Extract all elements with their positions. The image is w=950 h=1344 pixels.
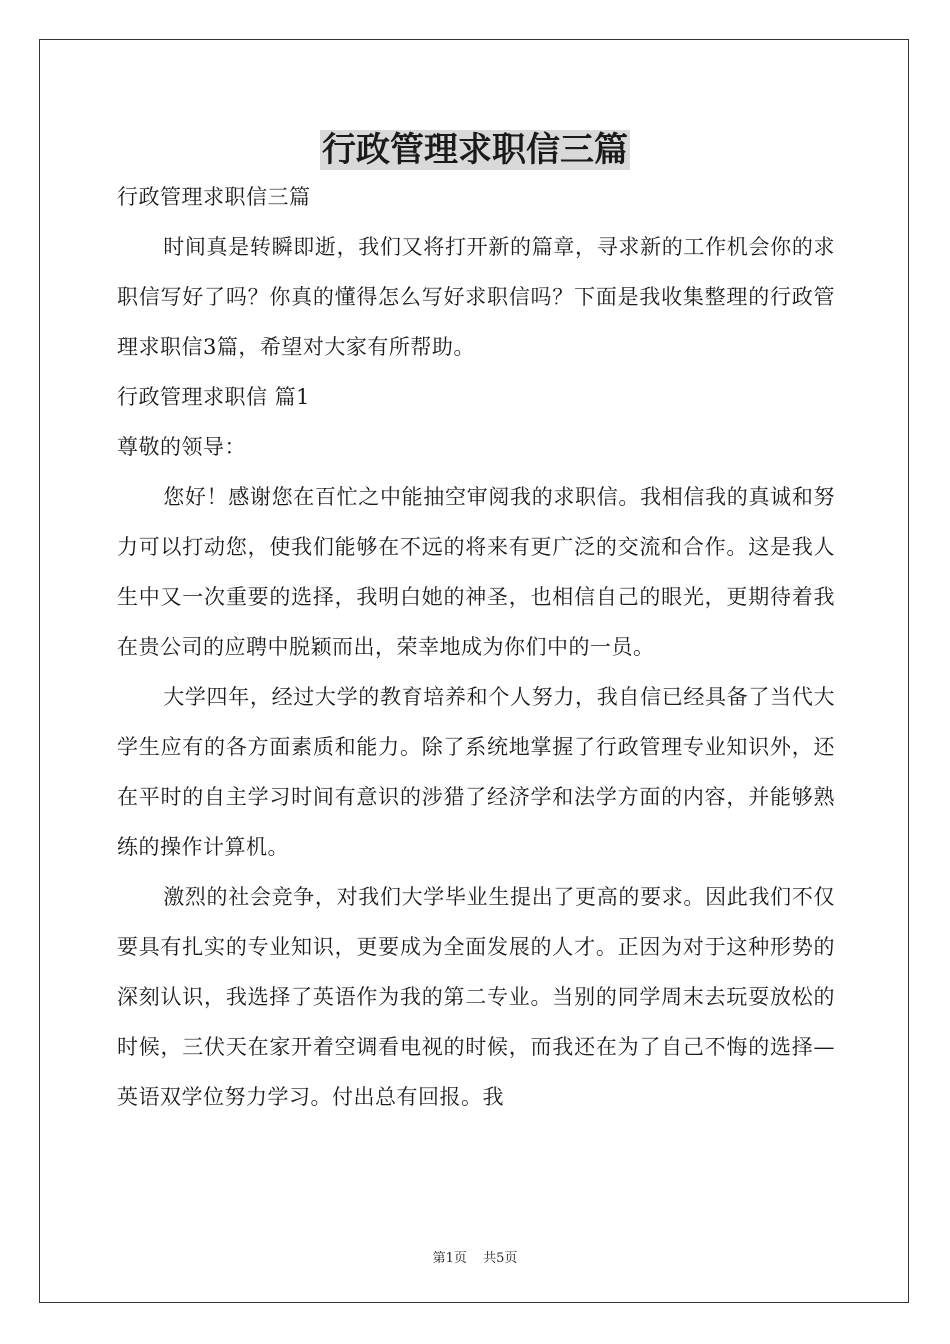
document-title <box>0 128 950 172</box>
section-heading: 行政管理求职信 篇1 <box>117 385 311 409</box>
body-paragraph-3: 激烈的社会竞争，对我们大学毕业生提出了更高的要求。因此我们不仅要具有扎实的专业知识，更要成为全面发展的人才。正因为对于这种形势的深刻认识，我选择了英语作为我的第二专业。当别的同学周末去玩耍放松的时候，三伏天在家开着空调看电视的时候，而我还在为了自己不悔的选择—英语双学位努力学习。付出总有回报。我 <box>117 885 835 1109</box>
document-title-text: 行政管理求职信三篇 <box>322 130 628 170</box>
document-subtitle: 行政管理求职信三篇 <box>117 185 311 209</box>
body-paragraph-2: 大学四年，经过大学的教育培养和个人努力，我自信已经具备了当代大学生应有的各方面素质和能力。除了系统地掌握了行政管理专业知识外，还在平时的自主学习时间有意识的涉猎了经济学和法学方面的内容，并能够熟练的操作计算机。 <box>117 685 835 859</box>
page-footer <box>0 1247 950 1266</box>
body-paragraph-1: 您好！感谢您在百忙之中能抽空审阅我的求职信。我相信我的真诚和努力可以打动您，使我们能够在不远的将来有更广泛的交流和合作。这是我人生中又一次重要的选择，我明白她的神圣，也相信自己的眼光，更期待着我在贵公司的应聘中脱颖而出，荣幸地成为你们中的一员。 <box>117 485 835 659</box>
document-body <box>117 172 835 1122</box>
intro-paragraph: 时间真是转瞬即逝，我们又将打开新的篇章，寻求新的工作机会你的求职信写好了吗？你真的懂得怎么写好求职信吗？下面是我收集整理的行政管理求职信3篇，希望对大家有所帮助。 <box>117 235 835 359</box>
page-total: 共5页 <box>483 1251 518 1266</box>
salutation: 尊敬的领导： <box>117 435 246 459</box>
page-number: 第1页 <box>432 1251 467 1266</box>
